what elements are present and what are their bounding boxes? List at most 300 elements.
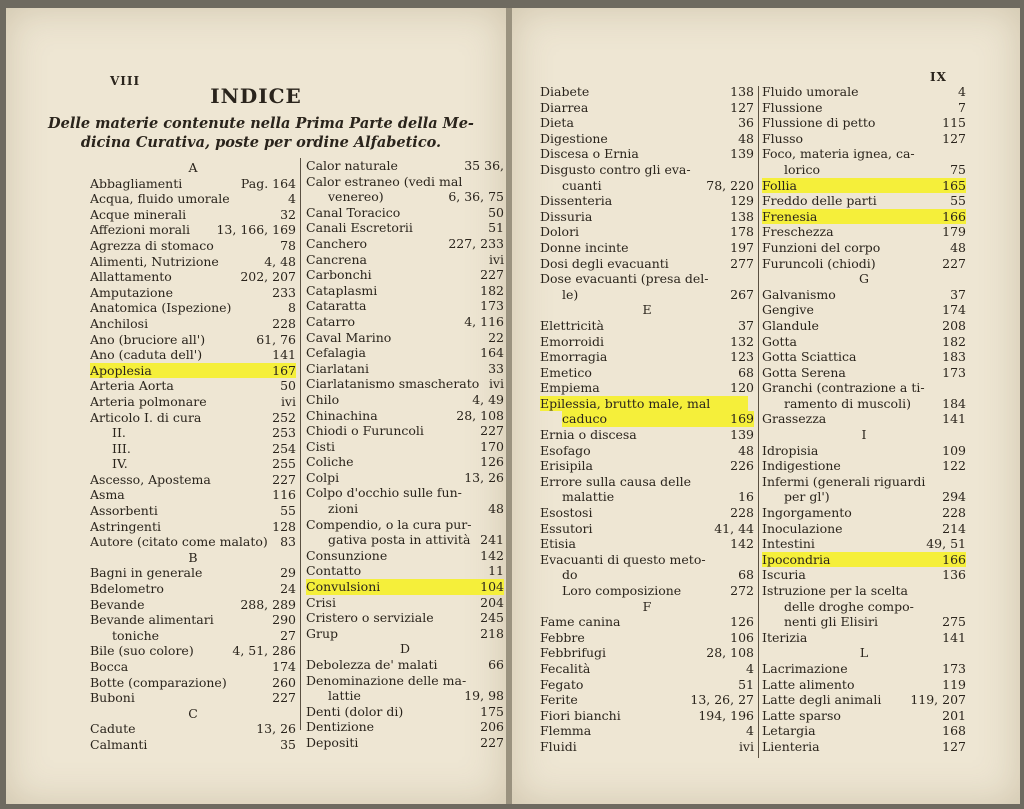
index-entry — [762, 302, 966, 318]
entry-term: Carbonchi — [306, 267, 372, 283]
entry-term: Diabete — [540, 84, 590, 99]
index-entry — [90, 332, 296, 348]
entry-page-ref: 50 — [280, 378, 296, 394]
index-entry — [762, 193, 966, 209]
index-entry — [306, 719, 504, 735]
entry-page-ref: 204 — [480, 594, 504, 610]
index-entry — [306, 501, 504, 517]
entry-page-ref: 48 — [950, 239, 966, 255]
entry-page-ref: 227 — [480, 734, 504, 750]
entry-term: delle droghe compo- — [784, 598, 914, 614]
entry-page-ref: 27 — [280, 627, 296, 643]
entry-term: Letargia — [762, 723, 816, 739]
entry-page-ref: 228 — [730, 505, 754, 521]
index-entry — [306, 657, 504, 673]
index-entry — [90, 254, 296, 270]
entry-page-ref: 123 — [730, 349, 754, 365]
entry-page-ref: 170 — [480, 438, 504, 454]
right-page — [512, 8, 1020, 804]
index-entry — [306, 704, 504, 720]
index-entry — [90, 410, 296, 426]
index-entry — [762, 599, 966, 615]
entry-term: le) — [562, 286, 579, 302]
index-entry — [306, 236, 504, 252]
entry-term: Esostosi — [540, 505, 593, 521]
entry-term: Lacrimazione — [762, 660, 848, 676]
entry-term: Dolori — [540, 224, 580, 240]
entry-term: Digestione — [540, 130, 608, 146]
entry-term: Ernia o discesa — [540, 427, 637, 443]
entry-page-ref: 294 — [942, 489, 966, 505]
index-entry — [90, 487, 296, 503]
entry-term: Ano (caduta dell') — [90, 347, 203, 363]
index-entry — [306, 220, 504, 236]
entry-term: Ciarlatanismo smascherato — [306, 376, 480, 392]
entry-term: Bevande alimentari — [90, 612, 214, 628]
index-entry — [306, 548, 504, 564]
index-entry — [90, 690, 296, 706]
index-entry — [540, 458, 754, 474]
entry-page-ref: 61, 76 — [256, 331, 296, 347]
index-entry — [90, 659, 296, 675]
entry-page-ref: 167 — [266, 363, 296, 379]
index-entry — [762, 723, 966, 739]
entry-page-ref: 227 — [272, 690, 296, 706]
entry-term: Fluido umorale — [762, 84, 859, 99]
entry-page-ref: 173 — [480, 298, 504, 314]
subtitle-line: Delle materie contenute nella Prima Parte della Me- — [48, 115, 474, 132]
entry-term: Cristero o serviziale — [306, 610, 434, 626]
entry-term: Idropisia — [762, 442, 819, 458]
entry-term: Loro composizione — [562, 583, 682, 598]
entry-page-ref: 165 — [936, 178, 966, 194]
index-entry — [540, 84, 754, 100]
entry-page-ref: 6, 36, 75 — [448, 189, 504, 205]
index-entry — [306, 361, 504, 377]
page-number: VIII — [110, 74, 141, 88]
entry-page-ref: 22 — [488, 329, 504, 345]
index-entry — [762, 100, 966, 116]
entry-page-ref: 138 — [730, 208, 754, 224]
entry-page-ref: 127 — [942, 130, 966, 146]
entry-term: Fecalità — [540, 660, 591, 676]
entry-page-ref: 116 — [272, 487, 296, 503]
entry-page-ref: 48 — [488, 501, 504, 517]
entry-term: Dissuria — [540, 208, 593, 224]
index-entry — [540, 209, 754, 225]
index-entry — [540, 193, 754, 209]
index-entry — [540, 334, 754, 350]
index-entry — [762, 630, 966, 646]
entry-term: Compendio, o la cura pur- — [306, 516, 472, 532]
index-entry — [762, 614, 966, 630]
index-entry — [762, 521, 966, 537]
entry-term: cuanti — [562, 177, 602, 193]
entry-term: Chilo — [306, 391, 340, 407]
entry-term: Cancrena — [306, 251, 367, 267]
entry-term: Latte sparso — [762, 707, 841, 723]
index-entry — [90, 207, 296, 223]
index-entry — [306, 610, 504, 626]
index-entry — [762, 115, 966, 131]
entry-page-ref: ivi — [738, 738, 754, 754]
entry-term: do — [562, 567, 578, 583]
index-entry — [762, 224, 966, 240]
section-letter: I — [861, 427, 867, 443]
index-entry — [90, 269, 296, 285]
entry-page-ref: 37 — [738, 317, 754, 333]
entry-term: Alimenti, Nutrizione — [90, 253, 219, 269]
entry-page-ref: 35 36, — [464, 158, 504, 173]
entry-page-ref: 227 — [480, 423, 504, 439]
entry-page-ref: 8 — [288, 300, 296, 316]
entry-page-ref: 255 — [272, 456, 296, 472]
index-entry — [306, 423, 504, 439]
entry-page-ref: 28, 108 — [456, 407, 504, 423]
index-entry — [306, 205, 504, 221]
index-entry — [762, 178, 966, 194]
entry-term: Flemma — [540, 723, 592, 739]
index-entry — [306, 345, 504, 361]
index-entry — [540, 645, 754, 661]
index-entry — [762, 256, 966, 272]
entry-page-ref: 75 — [950, 161, 966, 177]
entry-page-ref: 4 — [746, 723, 754, 739]
entry-term: Consunzione — [306, 547, 388, 563]
entry-term: Febbre — [540, 629, 585, 645]
entry-page-ref: 109 — [942, 442, 966, 458]
entry-term: Denominazione delle ma- — [306, 672, 467, 688]
index-entry — [540, 489, 754, 505]
entry-page-ref: 227 — [942, 255, 966, 271]
entry-term: Acque minerali — [90, 206, 187, 222]
index-entry — [762, 708, 966, 724]
entry-term: Bagni in generale — [90, 565, 203, 581]
index-entry — [762, 583, 966, 599]
entry-term: Catarro — [306, 313, 355, 329]
entry-page-ref: 254 — [272, 440, 296, 456]
entry-term: Lienteria — [762, 738, 820, 754]
entry-term: Buboni — [90, 690, 135, 706]
index-entry — [90, 581, 296, 597]
index-entry — [90, 643, 296, 659]
entry-term: Indigestione — [762, 458, 841, 474]
index-entry — [306, 376, 504, 392]
entry-page-ref: 13, 26, 27 — [690, 692, 754, 708]
index-entry — [90, 472, 296, 488]
index-entry — [306, 439, 504, 455]
entry-term: Acqua, fluido umorale — [90, 191, 230, 207]
entry-page-ref: 120 — [730, 380, 754, 396]
entry-term: Apoplesia — [90, 363, 266, 379]
entry-page-ref: ivi — [280, 393, 296, 409]
entry-page-ref: 29 — [280, 565, 296, 581]
index-entry — [762, 84, 966, 100]
index-entry — [90, 534, 296, 550]
entry-term: Febbrifugi — [540, 645, 607, 661]
entry-page-ref: ivi — [488, 251, 504, 267]
entry-term: Foco, materia ignea, ca- — [762, 146, 915, 162]
entry-term: Bdelometro — [90, 581, 164, 597]
entry-term: Gengive — [762, 302, 814, 318]
column-divider — [300, 158, 301, 730]
index-entry — [540, 178, 754, 194]
index-entry — [762, 396, 966, 412]
index-entry — [540, 224, 754, 240]
index-entry — [762, 411, 966, 427]
index-column-right-1 — [540, 84, 754, 755]
entry-page-ref: 142 — [480, 547, 504, 563]
index-entry — [540, 411, 754, 427]
entry-page-ref: 132 — [730, 333, 754, 349]
entry-page-ref: 228 — [942, 505, 966, 521]
entry-page-ref: 126 — [480, 454, 504, 470]
entry-term: Elettricità — [540, 317, 605, 333]
entry-term: Calor estraneo (vedi mal — [306, 173, 463, 189]
subtitle-line: dicina Curativa, poste per ordine Alfabetico. — [80, 134, 442, 151]
index-entry — [762, 287, 966, 303]
index-entry — [762, 692, 966, 708]
entry-term: Istruzione per la scelta — [762, 583, 908, 598]
entry-term: Ingorgamento — [762, 505, 852, 521]
entry-page-ref: 4, 116 — [464, 313, 504, 329]
section-letter: F — [642, 598, 652, 614]
index-entry — [762, 318, 966, 334]
index-entry — [306, 470, 504, 486]
index-entry — [762, 380, 966, 396]
index-entry — [306, 158, 504, 174]
entry-page-ref: 174 — [272, 659, 296, 674]
entry-page-ref: 182 — [480, 282, 504, 298]
entry-term: Astringenti — [90, 518, 161, 534]
entry-term: Affezioni morali — [90, 222, 191, 238]
entry-page-ref: 275 — [942, 614, 966, 630]
entry-term: Infermi (generali riguardi — [762, 473, 926, 489]
entry-term: Flussione — [762, 99, 823, 115]
entry-term: toniche — [112, 627, 160, 643]
left-page — [6, 8, 506, 804]
entry-page-ref: 252 — [272, 409, 296, 425]
entry-page-ref: 168 — [942, 723, 966, 739]
section-letter: G — [859, 271, 869, 287]
entry-term: Gotta — [762, 333, 798, 349]
index-entry — [90, 612, 296, 628]
entry-term: Dissenteria — [540, 193, 613, 209]
entry-term: Fiori bianchi — [540, 707, 621, 723]
entry-term: Freddo delle parti — [762, 193, 877, 209]
index-entry — [90, 316, 296, 332]
entry-term: Grup — [306, 625, 339, 641]
index-entry — [762, 334, 966, 350]
entry-term: Dose evacuanti (presa del- — [540, 271, 709, 287]
entry-page-ref: 277 — [730, 255, 754, 271]
entry-term: Articolo I. di cura — [90, 409, 202, 425]
entry-page-ref: 272 — [730, 583, 754, 598]
entry-term: malattie — [562, 489, 615, 505]
index-entry — [762, 552, 966, 568]
index-entry — [540, 427, 754, 443]
entry-page-ref: 227, 233 — [448, 235, 504, 251]
entry-term: Dentizione — [306, 719, 375, 735]
entry-term: Funzioni del corpo — [762, 239, 881, 255]
index-entry — [540, 521, 754, 537]
entry-term: III. — [112, 440, 131, 456]
entry-term: Chinachina — [306, 407, 378, 423]
index-entry — [540, 505, 754, 521]
section-letter: B — [188, 549, 198, 565]
index-entry — [762, 536, 966, 552]
entry-term: Arteria Aorta — [90, 378, 174, 394]
index-entry — [540, 567, 754, 583]
index-entry — [540, 552, 754, 568]
entry-page-ref: 24 — [280, 581, 296, 597]
index-entry — [306, 454, 504, 470]
index-entry — [306, 563, 504, 579]
entry-page-ref: 16 — [738, 489, 754, 505]
entry-term: Ipocondria — [762, 552, 936, 568]
entry-page-ref: 37 — [950, 286, 966, 302]
entry-term: Fegato — [540, 676, 584, 692]
entry-page-ref: 241 — [480, 532, 504, 548]
entry-term: Freschezza — [762, 224, 834, 240]
entry-page-ref: 227 — [480, 267, 504, 283]
index-entry — [90, 503, 296, 519]
index-entry — [540, 115, 754, 131]
index-entry — [762, 567, 966, 583]
entry-term: Contatto — [306, 563, 362, 579]
index-entry — [306, 735, 504, 751]
index-entry — [90, 394, 296, 410]
entry-term: per gl') — [784, 489, 830, 505]
entry-page-ref: 33 — [488, 360, 504, 376]
index-entry — [540, 723, 754, 739]
index-entry — [540, 583, 754, 599]
entry-term: Fluidi — [540, 738, 577, 754]
entry-page-ref: 290 — [272, 612, 296, 628]
entry-page-ref: 141 — [272, 347, 296, 363]
entry-page-ref: 4, 51, 286 — [232, 643, 296, 659]
section-letter: A — [188, 160, 198, 175]
entry-term: nenti gli Elisiri — [784, 614, 878, 630]
entry-page-ref: 228 — [272, 315, 296, 331]
index-entry — [540, 271, 754, 287]
entry-term: Ano (bruciore all') — [90, 331, 206, 347]
entry-page-ref: 227 — [272, 471, 296, 487]
index-entry — [306, 532, 504, 548]
index-entry — [90, 238, 296, 254]
entry-term: Empiema — [540, 380, 600, 396]
index-entry — [90, 737, 296, 753]
entry-term: Convulsioni — [306, 579, 474, 595]
index-entry — [306, 517, 504, 533]
entry-term: Caval Marino — [306, 329, 392, 345]
entry-page-ref: 288, 289 — [240, 596, 296, 612]
entry-term: Dieta — [540, 115, 574, 131]
index-entry — [762, 677, 966, 693]
index-entry — [762, 209, 966, 225]
entry-term: Denti (dolor di) — [306, 703, 404, 719]
entry-page-ref: 68 — [738, 567, 754, 583]
entry-page-ref: 169 — [724, 411, 754, 427]
entry-page-ref: 50 — [488, 204, 504, 220]
entry-term: Gotta Sciattica — [762, 349, 857, 365]
entry-page-ref: 4, 49 — [472, 391, 504, 407]
index-entry — [90, 425, 296, 441]
entry-term: Cataplasmi — [306, 282, 378, 298]
entry-page-ref: 166 — [936, 552, 966, 568]
entry-term: Botte (comparazione) — [90, 674, 227, 690]
entry-page-ref: 179 — [942, 224, 966, 240]
entry-term: Follia — [762, 178, 936, 194]
entry-page-ref: 129 — [730, 193, 754, 209]
entry-term: Cisti — [306, 438, 335, 454]
entry-page-ref: 66 — [488, 657, 504, 672]
index-entry — [540, 692, 754, 708]
column-divider — [758, 86, 759, 758]
index-entry — [90, 675, 296, 691]
index-entry — [540, 380, 754, 396]
entry-term: gativa posta in attività — [328, 532, 471, 548]
index-column-left-2 — [306, 158, 504, 751]
index-title: INDICE — [210, 84, 302, 108]
index-entry — [762, 489, 966, 505]
entry-page-ref: 139 — [730, 146, 754, 162]
entry-term: Grassezza — [762, 411, 827, 427]
index-entry — [90, 347, 296, 363]
entry-page-ref: 106 — [730, 629, 754, 645]
entry-page-ref: 197 — [730, 239, 754, 255]
entry-page-ref: 166 — [936, 209, 966, 225]
index-entry — [762, 505, 966, 521]
entry-term: venereo) — [328, 189, 384, 205]
index-entry — [90, 628, 296, 644]
index-entry — [540, 256, 754, 272]
entry-term: Allattamento — [90, 269, 172, 285]
entry-term: Agrezza di stomaco — [90, 237, 214, 253]
page-number: IX — [930, 70, 947, 84]
entry-term: II. — [112, 425, 126, 441]
entry-page-ref: 206 — [480, 719, 504, 735]
entry-page-ref: 13, 26 — [256, 721, 296, 737]
entry-term: Bile (suo colore) — [90, 643, 194, 659]
index-subtitle — [36, 114, 486, 152]
index-entry — [90, 222, 296, 238]
entry-term: Galvanismo — [762, 286, 836, 302]
index-entry — [90, 456, 296, 472]
index-entry — [540, 396, 754, 412]
index-entry — [306, 392, 504, 408]
entry-page-ref: 55 — [280, 503, 296, 519]
index-entry — [306, 626, 504, 642]
entry-term: Ascesso, Apostema — [90, 471, 211, 487]
entry-page-ref: 78, 220 — [706, 177, 754, 193]
entry-page-ref: 51 — [738, 676, 754, 692]
entry-term: Iterizia — [762, 629, 808, 645]
index-entry — [90, 363, 296, 379]
entry-term: Disgusto contro gli eva- — [540, 161, 691, 177]
index-entry — [540, 630, 754, 646]
entry-page-ref: 126 — [730, 614, 754, 630]
index-entry — [306, 408, 504, 424]
entry-page-ref: 51 — [488, 220, 504, 236]
entry-term: Evacuanti di questo meto- — [540, 551, 706, 567]
entry-term: Cefalagia — [306, 345, 366, 361]
entry-term: Assorbenti — [90, 503, 158, 519]
entry-term: Anatomica (Ispezione) — [90, 300, 232, 316]
entry-page-ref: 141 — [942, 629, 966, 645]
entry-page-ref: 214 — [942, 520, 966, 536]
entry-term: Asma — [90, 487, 125, 503]
